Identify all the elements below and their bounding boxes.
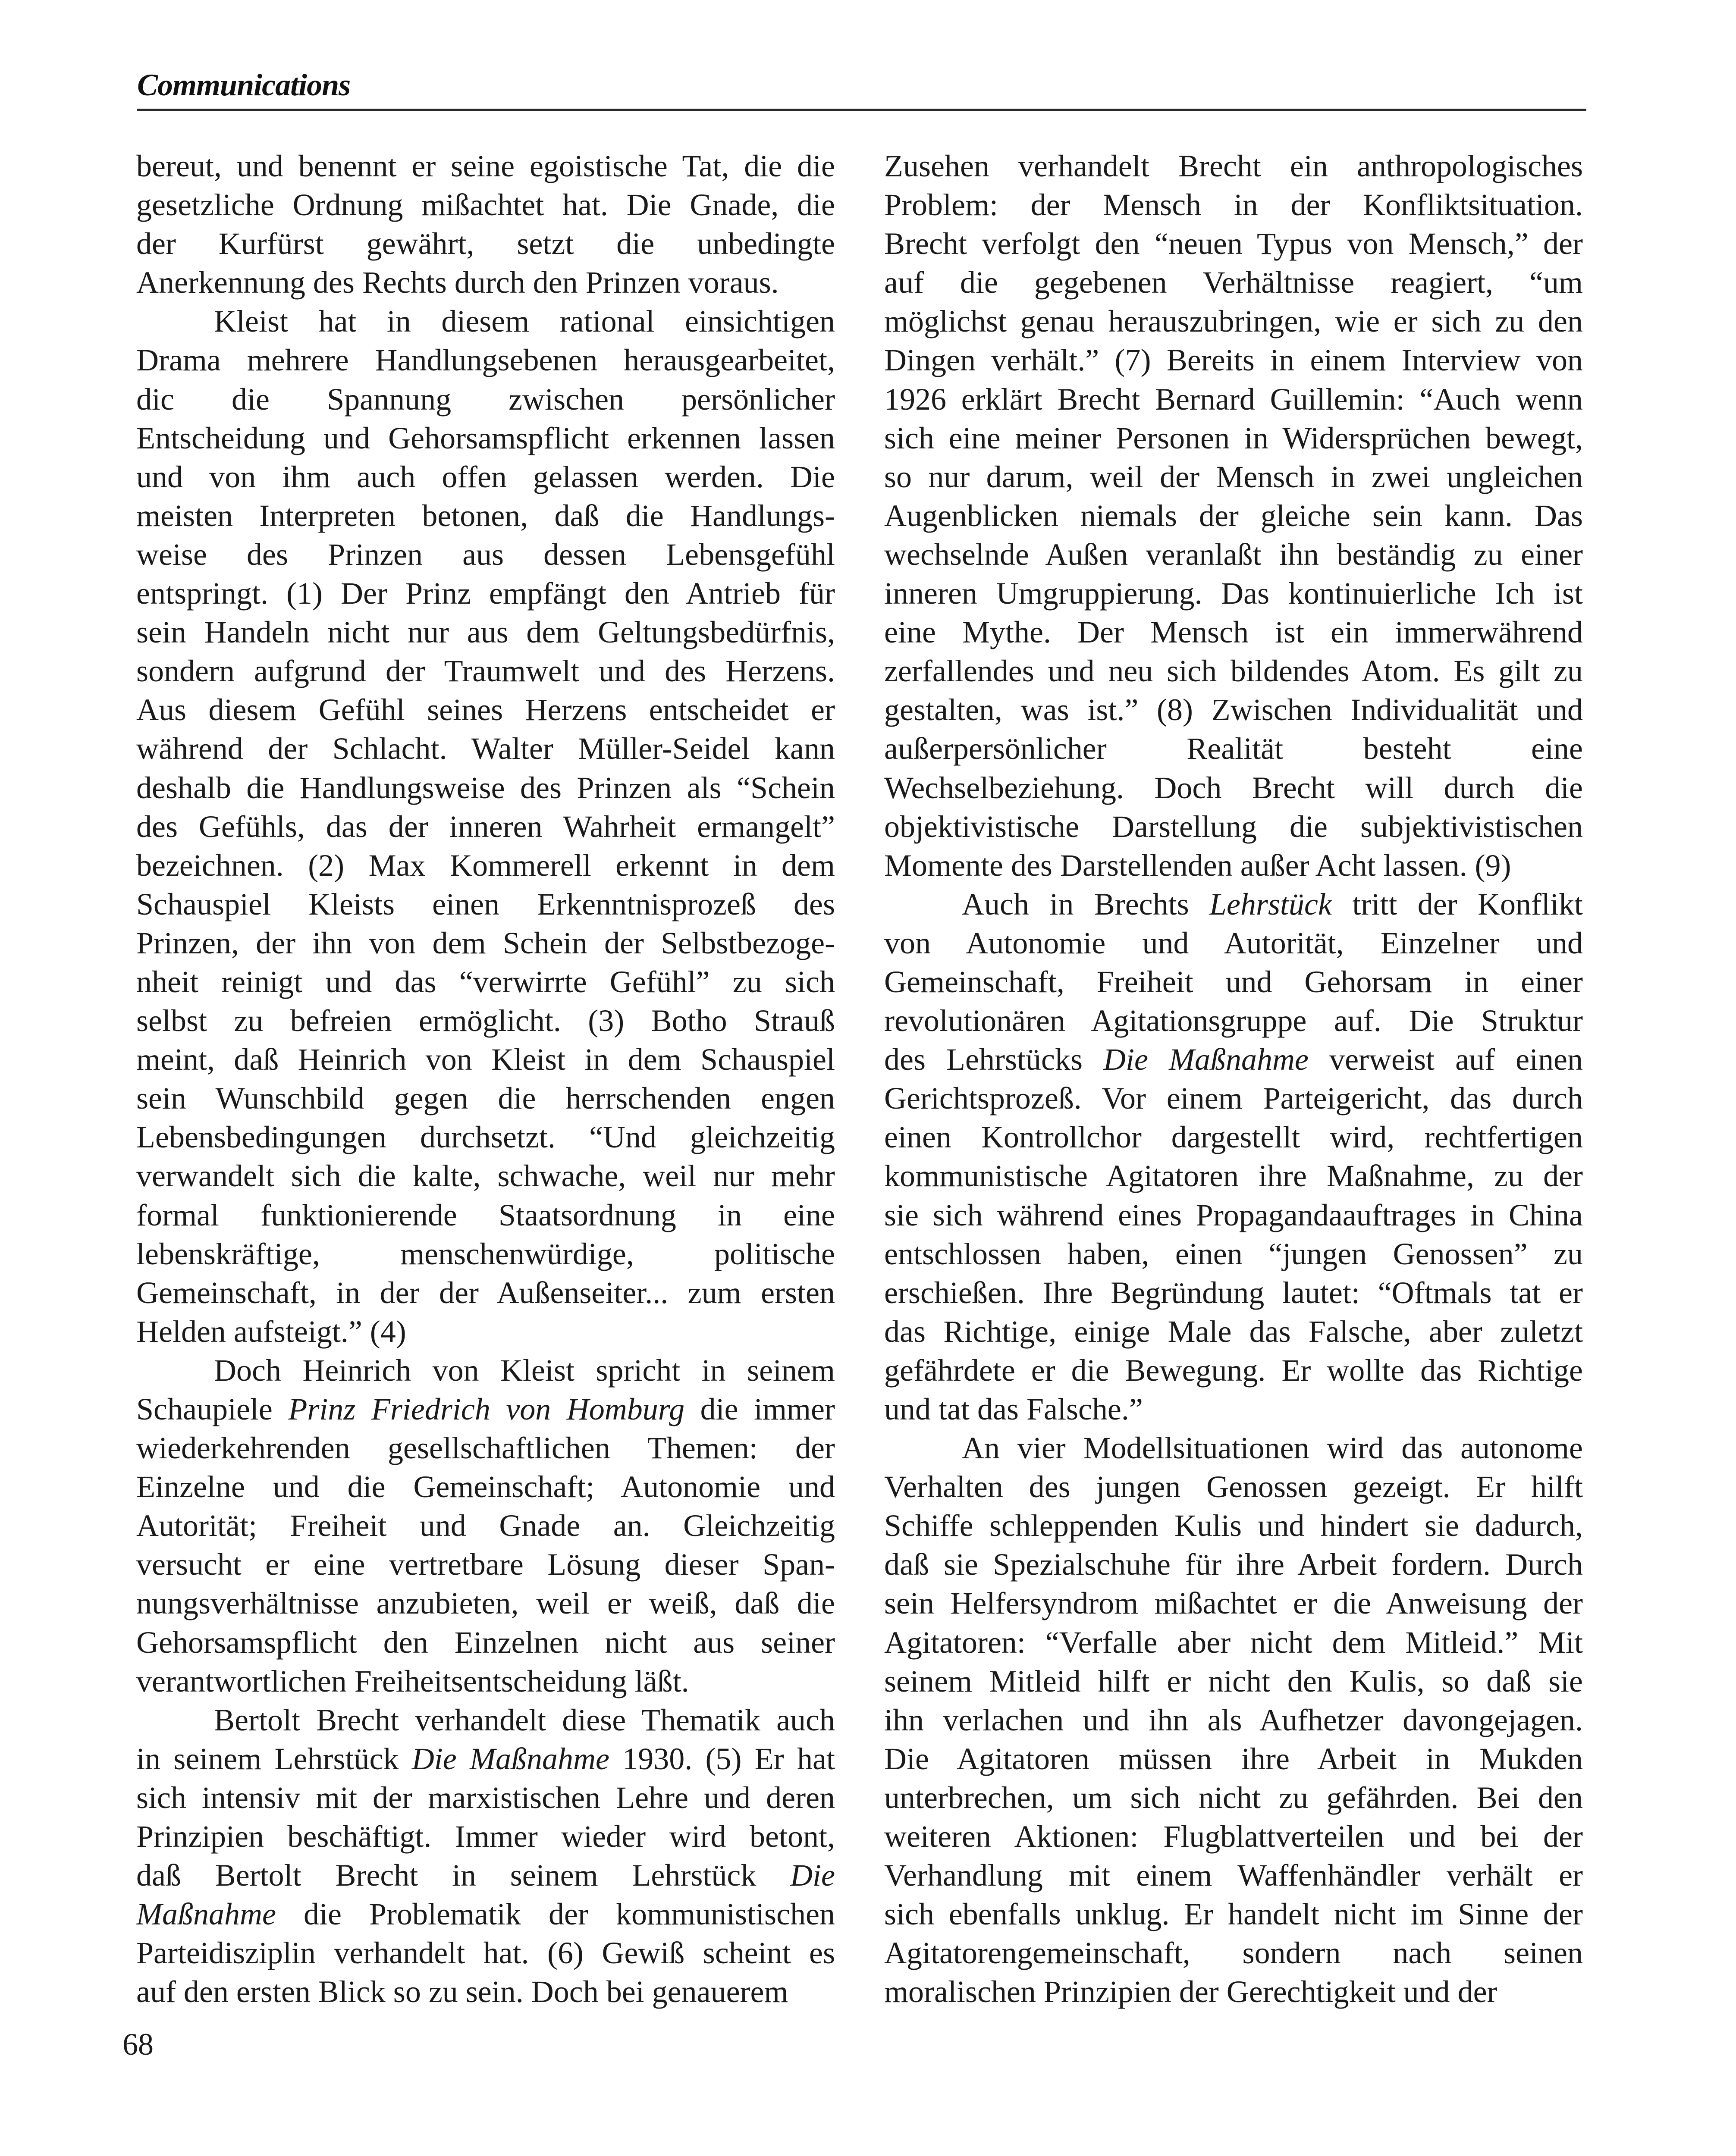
text-line: während der Schlacht. Walter Müller-Seidel kann	[136, 731, 835, 766]
text-line: selbst zu befreien ermöglicht. (3) Botho Strauß	[136, 1003, 835, 1038]
paragraph	[136, 1701, 835, 2012]
text-line: Lebensbedingungen durchsetzt. “Und gleichzeitig	[136, 1120, 835, 1155]
text-line: erschießen. Ihre Begründung lautet: “Oftmals tat er	[884, 1275, 1583, 1310]
text-line: gestalten, was ist.” (8) Zwischen Individualität und	[884, 693, 1583, 727]
paragraph	[136, 1351, 835, 1701]
text-line: Wechselbeziehung. Doch Brecht will durch die	[884, 770, 1583, 805]
text-line: moralischen Prinzipien der Gerechtigkeit und der	[884, 1974, 1497, 2009]
text-line: Verhalten des jungen Genossen gezeigt. Er hilft	[884, 1470, 1583, 1504]
header-rule	[137, 109, 1586, 111]
text-line: außerpersönlicher Realität besteht eine	[884, 731, 1583, 766]
text-line: seinem Mitleid hilft er nicht den Kulis, so daß sie	[884, 1664, 1583, 1698]
right-text-column	[884, 147, 1583, 2012]
page-number: 68	[122, 2027, 154, 2062]
text-line: sich intensiv mit der marxistischen Lehre und deren	[136, 1780, 835, 1815]
paragraph	[136, 147, 835, 302]
text-line: Doch Heinrich von Kleist spricht in seinem	[214, 1353, 835, 1388]
text-line: Gerichtsprozeß. Vor einem Parteigericht, das durch	[884, 1081, 1583, 1116]
text-line: Gemeinschaft, in der der Außenseiter... zum ersten	[136, 1275, 835, 1310]
text-line: Schaupiele Prinz Friedrich von Homburg die immer	[136, 1392, 835, 1426]
text-line: eine Mythe. Der Mensch ist ein immerwährend	[884, 615, 1583, 650]
text-line: entspringt. (1) Der Prinz empfängt den Antrieb für	[136, 576, 835, 611]
text-line: sich ebenfalls unklug. Er handelt nicht im Sinne der	[884, 1897, 1583, 1932]
text-line: Gemeinschaft, Freiheit und Gehorsam in einer	[884, 964, 1583, 999]
text-line: formal funktionierende Staatsordnung in eine	[136, 1197, 835, 1232]
text-line: sein Handeln nicht nur aus dem Geltungsbedürfnis,	[136, 615, 835, 650]
text-line: auf die gegebenen Verhältnisse reagiert, “um	[884, 265, 1583, 300]
text-line: Brecht verfolgt den “neuen Typus von Mensch,” der	[884, 226, 1583, 261]
text-line: Agitatoren: “Verfalle aber nicht dem Mitleid.” Mit	[884, 1625, 1583, 1660]
text-line: Auch in Brechts Lehrstück tritt der Konflikt	[962, 887, 1583, 921]
text-line: der Kurfürst gewährt, setzt die unbedingte	[136, 226, 835, 261]
text-line: Anerkennung des Rechts durch den Prinzen voraus.	[136, 265, 779, 300]
text-line: Autorität; Freiheit und Gnade an. Gleichzeitig	[136, 1508, 835, 1543]
text-line: lebenskräftige, menschenwürdige, politische	[136, 1236, 835, 1271]
text-line: meisten Interpreten betonen, daß die Handlungs-	[136, 498, 835, 533]
text-line: objektivistische Darstellung die subjektivistischen	[884, 809, 1583, 844]
text-line: Bertolt Brecht verhandelt diese Thematik auch	[214, 1702, 835, 1737]
text-line: wechselnde Außen veranlaßt ihn beständig zu einer	[884, 537, 1583, 572]
text-line: und tat das Falsche.”	[884, 1392, 1143, 1426]
text-line: und von ihm auch offen gelassen werden. Die	[136, 459, 835, 494]
text-line: möglichst genau herauszubringen, wie er sich zu den	[884, 304, 1583, 339]
text-line: ihn verlachen und ihn als Aufhetzer davongejagen.	[884, 1702, 1583, 1737]
text-line: 1926 erklärt Brecht Bernard Guillemin: “Auch wenn	[884, 382, 1583, 417]
text-line: Dingen verhält.” (7) Bereits in einem Interview von	[884, 343, 1583, 378]
text-line: Einzelne und die Gemeinschaft; Autonomie und	[136, 1470, 835, 1504]
paragraph	[884, 885, 1583, 1429]
text-line: von Autonomie und Autorität, Einzelner und	[884, 925, 1583, 960]
text-line: Momente des Darstellenden außer Acht lassen. (9)	[884, 848, 1511, 883]
text-line: deshalb die Handlungsweise des Prinzen als “Schein	[136, 770, 835, 805]
text-line: An vier Modellsituationen wird das autonome	[962, 1431, 1583, 1466]
text-line: Drama mehrere Handlungsebenen herausgearbeitet,	[136, 343, 835, 378]
text-line: entschlossen haben, einen “jungen Genossen” zu	[884, 1236, 1583, 1271]
running-title: Communications	[137, 68, 351, 102]
text-line: Helden aufsteigt.” (4)	[136, 1314, 406, 1349]
text-line: inneren Umgruppierung. Das kontinuierliche Ich ist	[884, 576, 1583, 611]
text-line: bereut, und benennt er seine egoistische Tat, die die	[136, 149, 835, 183]
text-line: verantwortlichen Freiheitsentscheidung läßt.	[136, 1664, 689, 1698]
text-line: Kleist hat in diesem rational einsichtigen	[214, 304, 835, 339]
text-line: sein Helfersyndrom mißachtet er die Anweisung der	[884, 1586, 1583, 1621]
text-line: Die Agitatoren müssen ihre Arbeit in Mukden	[884, 1741, 1583, 1776]
text-line: Gehorsamspflicht den Einzelnen nicht aus seiner	[136, 1625, 835, 1660]
text-line: Augenblicken niemals der gleiche sein kann. Das	[884, 498, 1583, 533]
text-line: Schiffe schleppenden Kulis und hindert sie dadurch,	[884, 1508, 1583, 1543]
text-line: revolutionären Agitationsgruppe auf. Die Struktur	[884, 1003, 1583, 1038]
paragraph	[136, 302, 835, 1351]
text-line: Parteidisziplin verhandelt hat. (6) Gewiß scheint es	[136, 1936, 835, 1971]
text-line: Problem: der Mensch in der Konfliktsituation.	[884, 188, 1583, 222]
text-line: Zusehen verhandelt Brecht ein anthropologisches	[884, 149, 1583, 183]
left-text-column	[136, 147, 835, 2012]
paragraph	[884, 1429, 1583, 2011]
text-line: bezeichnen. (2) Max Kommerell erkennt in dem	[136, 848, 835, 883]
text-line: gefährdete er die Bewegung. Er wollte das Richtige	[884, 1353, 1583, 1388]
text-line: daß Bertolt Brecht in seinem Lehrstück Die	[136, 1858, 835, 1893]
text-line: wiederkehrenden gesellschaftlichen Themen: der	[136, 1431, 835, 1466]
text-line: meint, daß Heinrich von Kleist in dem Schauspiel	[136, 1042, 835, 1077]
text-line: nungsverhältnisse anzubieten, weil er weiß, daß die	[136, 1586, 835, 1621]
text-line: verwandelt sich die kalte, schwache, weil nur mehr	[136, 1159, 835, 1194]
text-line: sie sich während eines Propagandaauftrages in China	[884, 1197, 1583, 1232]
text-line: so nur darum, weil der Mensch in zwei ungleichen	[884, 459, 1583, 494]
text-line: das Richtige, einige Male das Falsche, aber zuletzt	[884, 1314, 1583, 1349]
text-line: sein Wunschbild gegen die herrschenden engen	[136, 1081, 835, 1116]
text-line: versucht er eine vertretbare Lösung dieser Span-	[136, 1547, 835, 1582]
text-line: unterbrechen, um sich nicht zu gefährden. Bei den	[884, 1780, 1583, 1815]
text-line: in seinem Lehrstück Die Maßnahme 1930. (5) Er hat	[136, 1741, 835, 1776]
text-line: des Gefühls, das der inneren Wahrheit ermangelt”	[136, 809, 835, 844]
text-line: sich eine meiner Personen in Widersprüchen bewegt,	[884, 420, 1583, 455]
paragraph	[884, 147, 1583, 885]
text-line: Prinzipien beschäftigt. Immer wieder wird betont,	[136, 1819, 835, 1854]
text-line: Schauspiel Kleists einen Erkenntnisprozeß des	[136, 887, 835, 921]
text-line: weiteren Aktionen: Flugblattverteilen und bei der	[884, 1819, 1583, 1854]
text-line: kommunistische Agitatoren ihre Maßnahme, zu der	[884, 1159, 1583, 1194]
text-line: Aus diesem Gefühl seines Herzens entscheidet er	[136, 693, 835, 727]
text-line: Prinzen, der ihn von dem Schein der Selbstbezoge-	[136, 925, 835, 960]
text-line: gesetzliche Ordnung mißachtet hat. Die Gnade, die	[136, 188, 835, 222]
text-line: einen Kontrollchor dargestellt wird, rechtfertigen	[884, 1120, 1583, 1155]
text-line: Agitatorengemeinschaft, sondern nach seinen	[884, 1936, 1583, 1971]
text-line: dic die Spannung zwischen persönlicher	[136, 382, 835, 417]
text-line: nheit reinigt und das “verwirrte Gefühl” zu sich	[136, 964, 835, 999]
text-line: daß sie Spezialschuhe für ihre Arbeit fordern. Durch	[884, 1547, 1583, 1582]
text-line: sondern aufgrund der Traumwelt und des Herzens.	[136, 654, 835, 689]
text-line: Entscheidung und Gehorsamspflicht erkennen lassen	[136, 420, 835, 455]
text-line: des Lehrstücks Die Maßnahme verweist auf einen	[884, 1042, 1583, 1077]
text-line: auf den ersten Blick so zu sein. Doch bei genauerem	[136, 1974, 788, 2009]
text-line: Verhandlung mit einem Waffenhändler verhält er	[884, 1858, 1583, 1893]
text-line: zerfallendes und neu sich bildendes Atom. Es gilt zu	[884, 654, 1583, 689]
text-line: weise des Prinzen aus dessen Lebensgefühl	[136, 537, 835, 572]
text-line: Maßnahme die Problematik der kommunistischen	[136, 1897, 835, 1932]
